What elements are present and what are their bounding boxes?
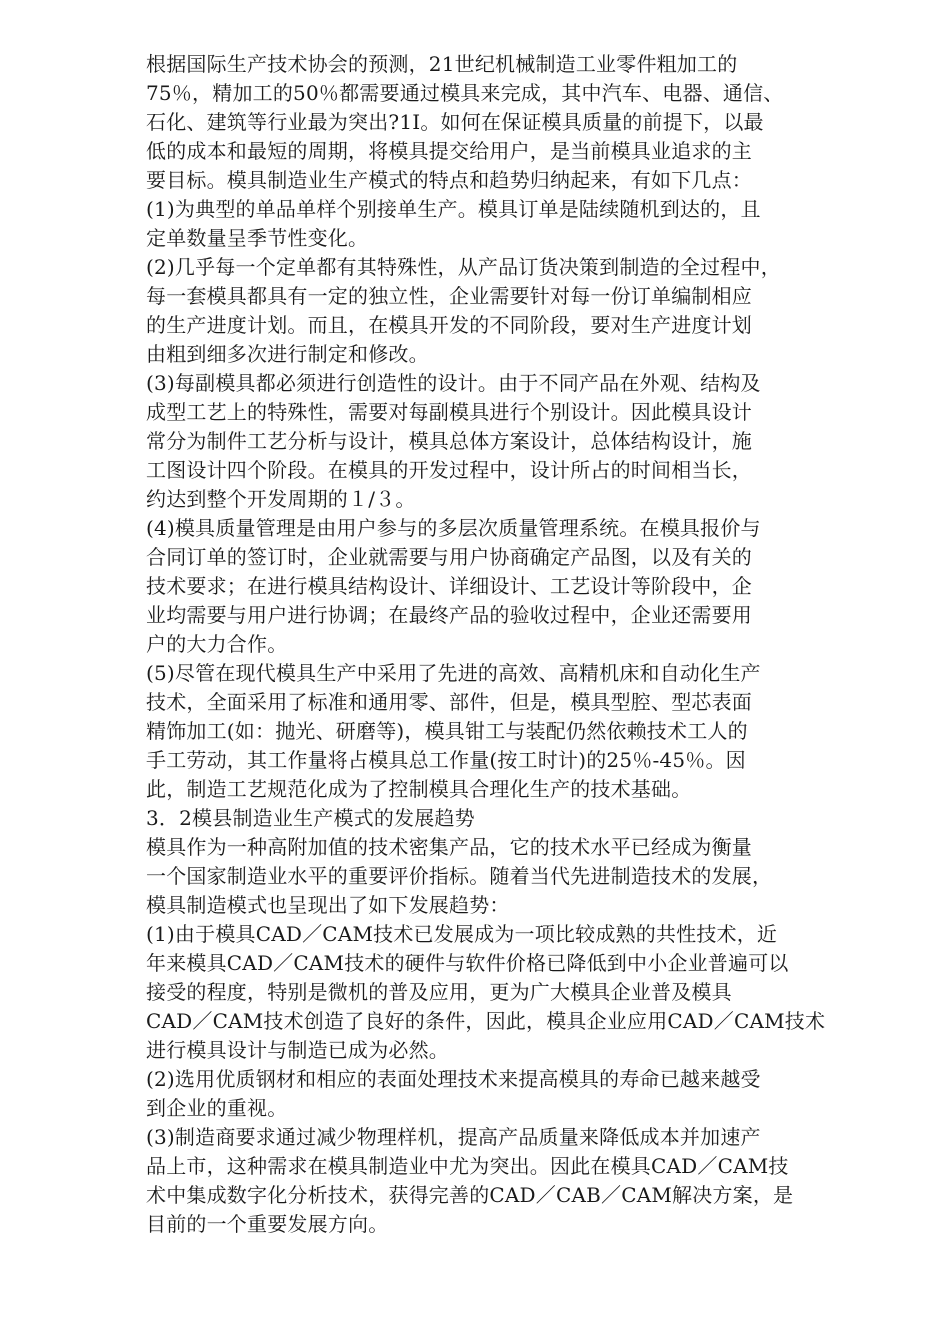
text-line: 模具作为一种高附加值的技术密集产品，它的技术水平已经成为衡量 <box>146 835 752 859</box>
text-line: 品上市，这种需求在模具制造业中尤为突出。因此在模具CAD／CAM技 <box>146 1154 789 1178</box>
text-line: 低的成本和最短的周期，将模具提交给用户，是当前模具业追求的主 <box>146 139 752 163</box>
text-line: 接受的程度，特别是微机的普及应用，更为广大模具企业普及模具 <box>146 980 732 1004</box>
text-line: 精饰加工(如：抛光、研磨等)，模具钳工与装配仍然依赖技术工人的 <box>146 719 748 743</box>
text-line: 75％，精加工的50％都需要通过模具来完成，其中汽车、电器、通信、 <box>146 81 784 105</box>
text-line: 年来模具CAD／CAM技术的硬件与软件价格已降低到中小企业普遍可以 <box>146 951 789 975</box>
text-line: 一个国家制造业水平的重要评价指标。随着当代先进制造技术的发展， <box>146 864 773 888</box>
text-line: 技术，全面采用了标准和通用零、部件，但是，模具型腔、型芯表面 <box>146 690 752 714</box>
text-line: (3)制造商要求通过减少物理样机，提高产品质量来降低成本并加速产 <box>146 1125 761 1149</box>
text-line: 进行模具设计与制造已成为必然。 <box>146 1038 449 1062</box>
text-line: 每一套模具都具有一定的独立性，企业需要针对每一份订单编制相应 <box>146 284 752 308</box>
text-line: 定单数量呈季节性变化。 <box>146 226 369 250</box>
text-line: (4)模具质量管理是由用户参与的多层次质量管理系统。在模具报价与 <box>146 516 761 540</box>
text-line: (2)几乎每一个定单都有其特殊性，从产品订货决策到制造的全过程中， <box>146 255 781 279</box>
text-line: (1)为典型的单品单样个别接单生产。模具订单是陆续随机到达的，且 <box>146 197 761 221</box>
text-line: 户的大力合作。 <box>146 632 288 656</box>
text-line: 模具制造模式也呈现出了如下发展趋势： <box>146 893 510 917</box>
text-line: 术中集成数字化分析技术，获得完善的CAD／CAB／CAM解决方案，是 <box>146 1183 794 1207</box>
text-line: (5)尽管在现代模具生产中采用了先进的高效、高精机床和自动化生产 <box>146 661 761 685</box>
text-line: 要目标。模具制造业生产模式的特点和趋势归纳起来，有如下几点： <box>146 168 752 192</box>
body-text <box>146 50 890 1239</box>
text-line: 常分为制件工艺分析与设计，模具总体方案设计，总体结构设计，施 <box>146 429 752 453</box>
text-line: 石化、建筑等行业最为突出?1I。如何在保证模具质量的前提下，以最 <box>146 110 764 134</box>
text-line: 业均需要与用户进行协调；在最终产品的验收过程中，企业还需要用 <box>146 603 752 627</box>
text-line: 合同订单的签订时，企业就需要与用户协商确定产品图，以及有关的 <box>146 545 752 569</box>
text-line: (2)选用优质钢材和相应的表面处理技术来提高模具的寿命已越来越受 <box>146 1067 761 1091</box>
text-line: 此，制造工艺规范化成为了控制模具合理化生产的技术基础。 <box>146 777 692 801</box>
text-line: 约达到整个开发周期的１/３。 <box>146 487 416 511</box>
text-line: (1)由于模具CAD／CAM技术已发展成为一项比较成熟的共性技术，近 <box>146 922 778 946</box>
text-line: CAD／CAM技术创造了良好的条件，因此，模具企业应用CAD／CAM技术 <box>146 1009 826 1033</box>
text-line: 工图设计四个阶段。在模具的开发过程中，设计所占的时间相当长， <box>146 458 752 482</box>
text-line: 手工劳动，其工作量将占模具总工作量(按工时计)的25％-45％。因 <box>146 748 746 772</box>
text-line: 目前的一个重要发展方向。 <box>146 1212 389 1236</box>
text-line: 技术要求；在进行模具结构设计、详细设计、工艺设计等阶段中，企 <box>146 574 752 598</box>
text-line: 由粗到细多次进行制定和修改。 <box>146 342 429 366</box>
text-line: 3．2模县制造业生产模式的发展趋势 <box>146 806 475 830</box>
text-line: (3)每副模具都必须进行创造性的设计。由于不同产品在外观、结构及 <box>146 371 761 395</box>
text-line: 到企业的重视。 <box>146 1096 288 1120</box>
text-line: 成型工艺上的特殊性，需要对每副模具进行个别设计。因此模具设计 <box>146 400 752 424</box>
text-line: 的生产进度计划。而且，在模具开发的不同阶段，要对生产进度计划 <box>146 313 752 337</box>
text-line: 根据国际生产技术协会的预测，21世纪机械制造工业零件粗加工的 <box>146 52 738 76</box>
